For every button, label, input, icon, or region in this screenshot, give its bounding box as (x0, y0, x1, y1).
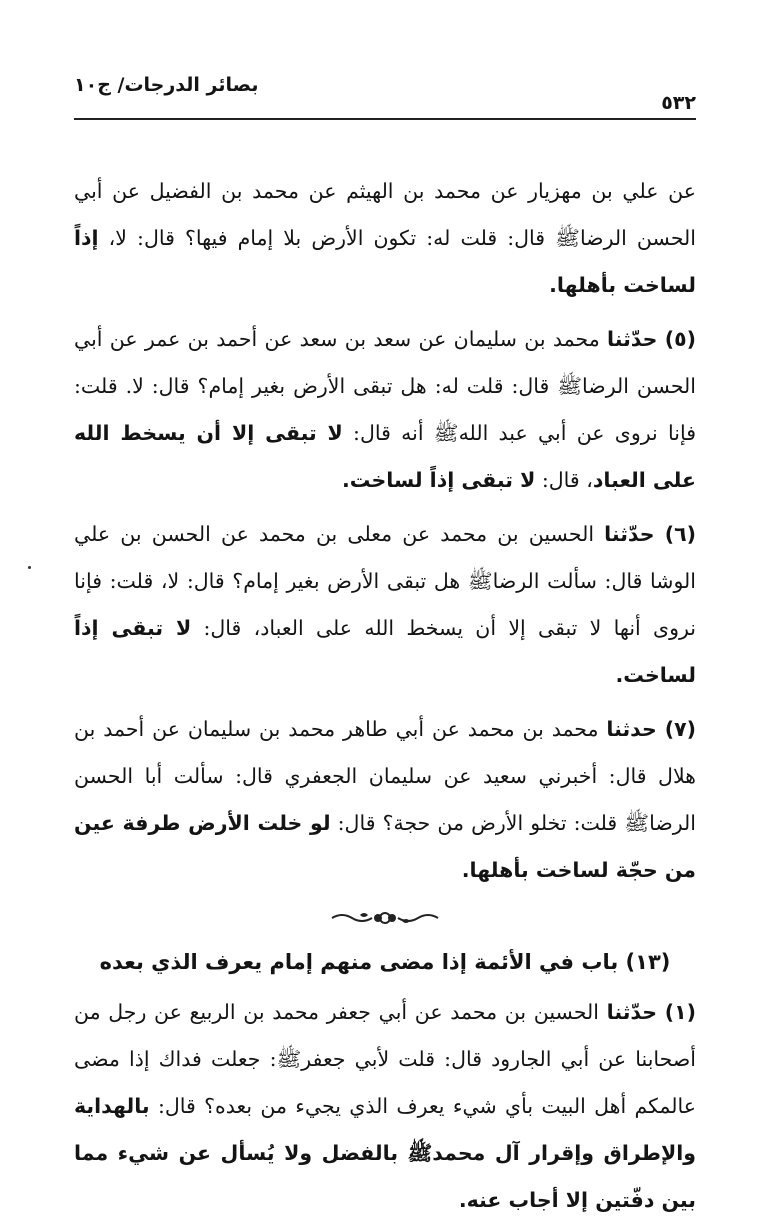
hadith-quote: إذاً لساخت بأهلها. (74, 226, 696, 297)
hadith-number: (٧) (664, 717, 696, 741)
page-header (74, 70, 696, 120)
paragraph-text: محمد بن محمد عن أبي طاهر محمد بن سليمان عن أحمد بن هلال قال: أخبرني سعيد عن سليمان الجعفري قال: سألت أبا الحسن الرضاﷺ قلت: تخلو الأرض من حجة؟ قال: (74, 717, 696, 835)
paragraph-text: الحسين بن محمد عن أبي جعفر محمد بن الربيع عن رجل من أصحابنا عن أبي الجارود قال: قلت لأبي جعفرﷺ: جعلت فداك إذا مضى عالمكم أهل البيت بأي شيء يعرف الذي يجيء من بعده؟ قال: (74, 1000, 696, 1118)
paragraph-6 (74, 511, 696, 699)
hadith-number: (٥) (664, 327, 696, 351)
hadith-quote: لو خلت الأرض طرفة عين من حجّة لساخت بأهلها. (74, 811, 696, 882)
hadith-quote: لا تبقى إذاً لساخت. (74, 616, 696, 687)
stray-dot (28, 566, 31, 569)
chapter-paragraph-1 (74, 989, 696, 1224)
paragraph-text: عن علي بن مهزيار عن محمد بن الهيثم عن محمد بن الفضيل عن أبي الحسن الرضاﷺ قال: قلت له: تكون الأرض بلا إمام فيها؟ قال: لا، (74, 179, 696, 250)
page-body (74, 168, 696, 1231)
hadith-lead: حدّثنا (606, 1000, 658, 1024)
hadith-number: (١) (664, 1000, 696, 1024)
paragraph-text: محمد بن سليمان عن سعد بن سعد عن أحمد بن عمر عن أبي الحسن الرضاﷺ قال: قلت له: هل تبقى الأرض بغير إمام؟ قال: لا. قلت: فإنا نروى عن أبي عبد اللهﷺ أنه قال: (74, 327, 696, 445)
hadith-lead: حدّثنا (607, 327, 658, 351)
paragraph-5 (74, 316, 696, 504)
hadith-quote: بالهداية والإطراق وإقرار آل محمدﷺ بالفضل ولا يُسأل عن شيء مما بين دفّتين إلا أجاب عنه. (74, 1094, 696, 1212)
paragraph-text: الحسين بن محمد عن معلى بن محمد عن الحسن بن علي الوشا قال: سألت الرضاﷺ هل تبقى الأرض بغير إمام؟ قال: لا، قلت: فإنا نروى أنها لا تبقى إلا أن يسخط الله على العباد، قال: (74, 522, 696, 640)
hadith-lead: حدثنا (606, 717, 657, 741)
hadith-lead: حدّثنا (604, 522, 655, 546)
ornament-divider (74, 901, 696, 931)
paragraph-text: ، قال: (535, 468, 593, 492)
chapter-heading: (١٣) باب في الأئمة إذا مضى منهم إمام يعرف الذي بعده (99, 950, 671, 974)
hadith-number: (٦) (664, 522, 696, 546)
page-number: ٥٣٢ (661, 92, 696, 114)
book-title: بصائر الدرجات/ ج١٠ (74, 74, 259, 96)
paragraph-7 (74, 706, 696, 894)
paragraph-1 (74, 168, 696, 309)
hadith-quote: لا تبقى إلا أن يسخط الله على العباد (74, 421, 696, 492)
ornament-icon (330, 910, 440, 926)
hadith-quote: لا تبقى إذاً لساخت. (342, 468, 536, 492)
